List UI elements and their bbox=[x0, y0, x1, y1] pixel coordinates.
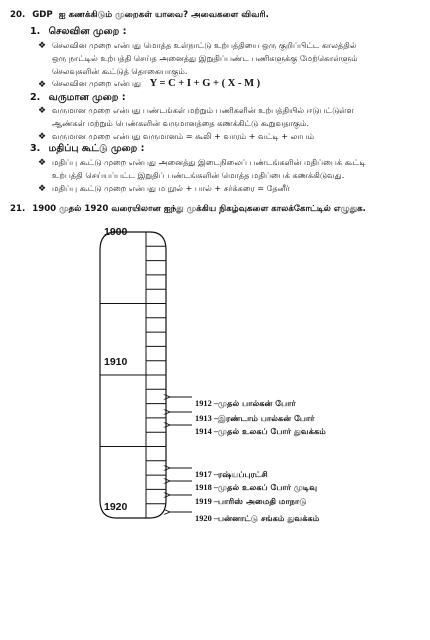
event-dash: – bbox=[211, 497, 219, 506]
event-year: 1918 bbox=[195, 483, 212, 492]
event-year: 1919 bbox=[195, 497, 212, 506]
event-dash: – bbox=[211, 414, 219, 423]
section-3-title: மதிப்பு கூட்டு முறை : bbox=[48, 143, 145, 154]
bullet-line: ஒரு நாட்டில் உற்பத்தி செய்த அனைத்து இறுதிப்பண்ட பணிகளுக்கு மேற்கொள்ளும் bbox=[52, 53, 358, 63]
event-dash: – bbox=[211, 470, 219, 479]
bullet-line: செலவின முறை என்பது மொத்த உள்நாட்டு உற்பத்தியை ஒரு குறிப்பிட்ட காலத்தில் bbox=[52, 40, 357, 50]
section-1-title: செலவின முறை : bbox=[48, 26, 127, 37]
diamond-bullet-icon: ❖ bbox=[38, 41, 47, 51]
event-text: ரஷ்யப்புரட்சி bbox=[218, 469, 268, 479]
event-year: 1920 bbox=[195, 514, 212, 523]
event-year: 1917 bbox=[195, 470, 212, 479]
diamond-bullet-icon: ❖ bbox=[38, 80, 47, 90]
timeline-events bbox=[169, 397, 192, 512]
event-text: பன்னாட்டு சங்கம் துவக்கம் bbox=[218, 513, 320, 523]
event-dash: – bbox=[211, 427, 219, 436]
bullet-line: மதிப்பு கூட்டு முறை என்பது அனைத்து இடைநிலைப் பண்டங்களின் மதிப்பைக் கூட்டி bbox=[52, 157, 366, 167]
diamond-bullet-icon: ❖ bbox=[38, 106, 47, 116]
diamond-bullet-icon: ❖ bbox=[38, 158, 47, 168]
section-2-number: 2. bbox=[30, 92, 41, 103]
event-text: முதல் உலகப் போர் முடிவு bbox=[218, 482, 318, 492]
q21-number: 21. bbox=[10, 204, 26, 214]
q20-text: ஐ கணக்கிடும் முறைகள் யாவை? அவைகளை விவரி. bbox=[58, 10, 269, 20]
gdp-formula: Y = C + I + G + ( X - M ) bbox=[149, 78, 261, 89]
section-2-title: வருமான முறை : bbox=[48, 92, 126, 103]
diamond-bullet-icon: ❖ bbox=[38, 184, 47, 194]
event-year: 1912 bbox=[195, 399, 212, 408]
event-dash: – bbox=[211, 483, 219, 492]
q21-text: 1900 முதல் 1920 வரையிலான ஐந்து முக்கிய நிகழ்வுகளை காலக்கோட்டில் எழுதுக. bbox=[32, 204, 366, 214]
q20-number: 20. bbox=[10, 10, 26, 20]
event-text: பாரிஸ் அமைதி மாநாடு bbox=[218, 496, 307, 506]
section-3-number: 3. bbox=[30, 143, 41, 154]
bullet-line: வருமான முறை என்பது வருமானம் = கூலி + வாரம் + வட்டி + லாபம் bbox=[52, 131, 315, 141]
event-text: முதல் பால்கன் போர் bbox=[218, 398, 296, 408]
q20-prefix: GDP bbox=[32, 10, 53, 20]
timeline-ticks bbox=[100, 246, 166, 503]
timeline-year-label: 1920 bbox=[104, 501, 128, 513]
event-dash: – bbox=[211, 399, 219, 408]
bullet-line: ஆண்கள் மற்றும் பெண்களின் வருமானத்தை கணக்கிட்டு கூறுவதாகும். bbox=[52, 118, 310, 128]
event-year: 1914 bbox=[195, 427, 212, 436]
timeline-year-label: 1910 bbox=[104, 356, 128, 368]
section-1-number: 1. bbox=[30, 26, 41, 37]
event-text: முதல் உலகப் போர் துவக்கம் bbox=[218, 426, 326, 436]
bullet-line: மதிப்பு கூட்டு முறை என்பது ம நூல் + பால் + சர்க்கரை = தேனீர் bbox=[52, 183, 290, 193]
timeline-year-label: 1900 bbox=[104, 226, 128, 238]
timeline-event bbox=[195, 506, 319, 525]
event-year: 1913 bbox=[195, 414, 212, 423]
event-dash: – bbox=[211, 514, 219, 523]
bullet-line: செலவுகளின் கூட்டுத் தொகையாகும். bbox=[52, 66, 188, 76]
diamond-bullet-icon: ❖ bbox=[38, 132, 47, 142]
bullet-line: வருமான முறை என்பது பண்டங்கள் மற்றும் பணிகளின் உற்பத்தியில் ஈடுபட்டுள்ள bbox=[52, 105, 354, 115]
event-text: இரண்டாம் பால்கன் போர் bbox=[218, 413, 315, 423]
bullet-lead: செலவின முறை என்பது bbox=[52, 78, 142, 88]
timeline-event bbox=[195, 419, 326, 438]
bullet-line: உற்பத்தி செய்யப்பட்ட இறுதிப் பண்டங்களின் மொத்த மதிப்பைக் கணக்கிடுவது. bbox=[52, 170, 345, 180]
